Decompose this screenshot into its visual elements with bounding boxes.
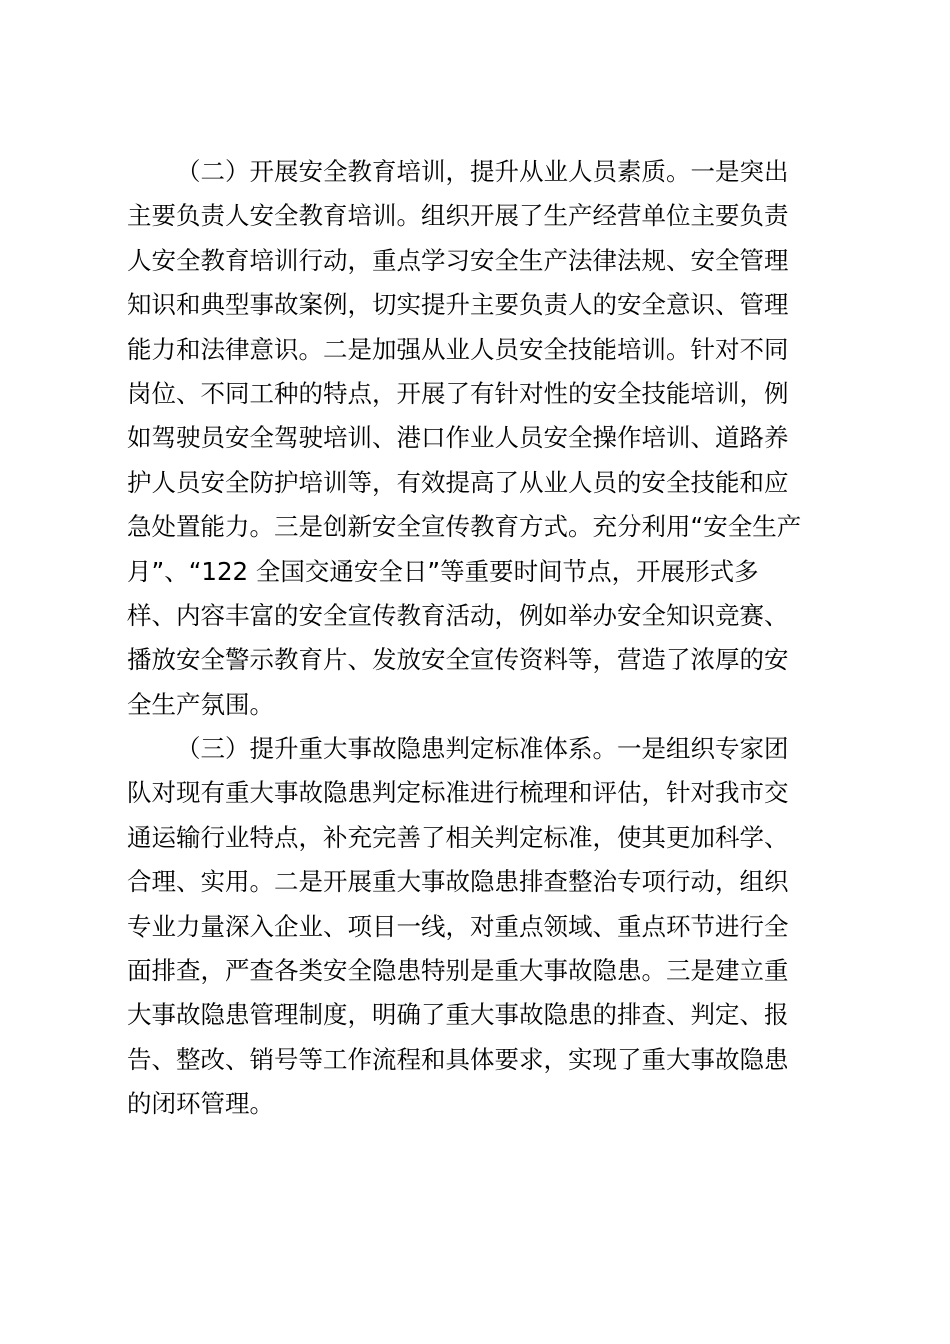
paragraph-line: 大事故隐患管理制度，明确了重大事故隐患的排查、判定、报 bbox=[127, 1000, 789, 1030]
paragraph-line: 告、整改、销号等工作流程和具体要求，实现了重大事故隐患 bbox=[127, 1044, 789, 1074]
paragraph-line: 如驾驶员安全驾驶培训、港口作业人员安全操作培训、道路养 bbox=[127, 423, 789, 453]
paragraph-2 bbox=[127, 150, 827, 727]
paragraph-line: 样、内容丰富的安全宣传教育活动，例如举办安全知识竞赛、 bbox=[127, 600, 789, 630]
paragraph-line: 面排查，严查各类安全隐患特别是重大事故隐患。三是建立重 bbox=[127, 956, 789, 986]
paragraph-line: 通运输行业特点，补充完善了相关判定标准，使其更加科学、 bbox=[127, 822, 789, 852]
paragraph-line: 月”、“122 全国交通安全日”等重要时间节点，开展形式多 bbox=[127, 556, 759, 586]
paragraph-3 bbox=[127, 727, 827, 1127]
paragraph-line: （二）开展安全教育培训，提升从业人员素质。一是突出 bbox=[176, 157, 789, 186]
paragraph-line: 合理、实用。二是开展重大事故隐患排查整治专项行动，组织 bbox=[127, 867, 789, 897]
body-text bbox=[127, 150, 827, 1127]
paragraph-line: 播放安全警示教育片、发放安全宣传资料等，营造了浓厚的安 bbox=[127, 645, 789, 675]
paragraph-line: 急处置能力。三是创新安全宣传教育方式。充分利用“安全生产 bbox=[127, 512, 802, 542]
paragraph-line: 人安全教育培训行动，重点学习安全生产法律法规、安全管理 bbox=[127, 245, 789, 275]
paragraph-line: （三）提升重大事故隐患判定标准体系。一是组织专家团 bbox=[176, 734, 789, 764]
paragraph-line: 能力和法律意识。二是加强从业人员安全技能培训。针对不同 bbox=[127, 334, 789, 364]
paragraph-line: 主要负责人安全教育培训。组织开展了生产经营单位主要负责 bbox=[127, 201, 789, 231]
paragraph-line: 全生产氛围。 bbox=[127, 689, 274, 719]
paragraph-line: 护人员安全防护培训等，有效提高了从业人员的安全技能和应 bbox=[127, 467, 789, 497]
paragraph-line: 队对现有重大事故隐患判定标准进行梳理和评估，针对我市交 bbox=[127, 778, 789, 808]
paragraph-line: 知识和典型事故案例，切实提升主要负责人的安全意识、管理 bbox=[127, 290, 789, 320]
paragraph-line: 专业力量深入企业、项目一线，对重点领域、重点环节进行全 bbox=[127, 911, 789, 941]
paragraph-line: 的闭环管理。 bbox=[127, 1089, 274, 1119]
paragraph-line: 岗位、不同工种的特点，开展了有针对性的安全技能培训，例 bbox=[127, 378, 789, 408]
